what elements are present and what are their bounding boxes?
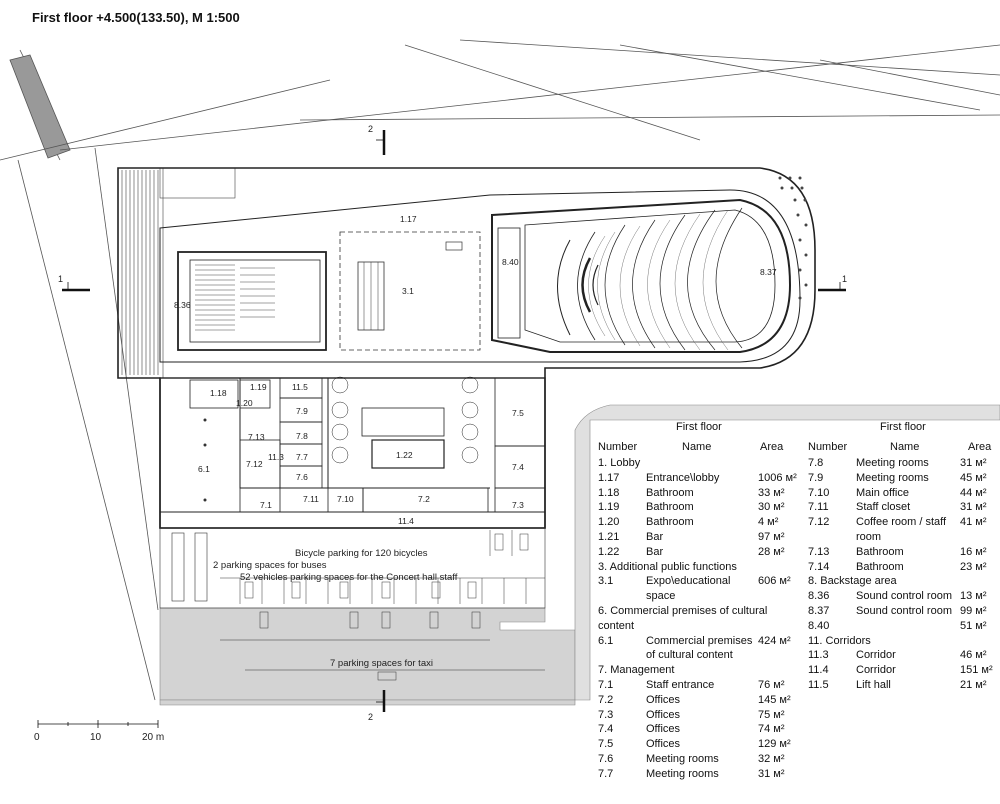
room-7-11: 7.11 xyxy=(303,494,319,504)
room-name xyxy=(856,619,960,634)
room-number: 3.1 xyxy=(598,575,614,588)
room-name: Meeting rooms xyxy=(856,457,929,469)
room-name: Offices xyxy=(646,693,681,706)
room-name: Bathroom xyxy=(646,486,694,499)
room-area: 145 м² xyxy=(758,693,791,706)
room-area: 129 м² xyxy=(758,738,791,751)
room-number: 7.1 xyxy=(598,678,614,691)
room-1-17: 1.17 xyxy=(400,214,417,224)
room-number: 8.36 xyxy=(808,590,830,603)
room-area: 33 м² xyxy=(758,486,785,499)
scale-label-20: 20 m xyxy=(142,732,165,743)
room-area: 41 м² xyxy=(960,516,987,529)
room-7-6: 7.6 xyxy=(296,472,308,482)
room-number: 8.37 xyxy=(808,604,830,617)
room-name: Bathroom xyxy=(856,545,904,558)
room-name: Bathroom xyxy=(646,501,694,514)
room-name: Corridor xyxy=(856,664,896,677)
label-bicycle-parking: Bicycle parking for 120 bicycles xyxy=(295,548,428,559)
room-area: 31 м² xyxy=(758,767,785,780)
room-3-1: 3.1 xyxy=(402,286,414,296)
room-number: 7.7 xyxy=(598,767,614,780)
section-2-top: 2 xyxy=(368,124,374,134)
table-row xyxy=(808,663,1000,678)
room-name: Commercial premises of cultural content xyxy=(646,634,753,662)
room-name: Meeting rooms xyxy=(646,752,719,765)
room-7-12: 7.12 xyxy=(246,459,263,469)
table-row xyxy=(808,560,1000,575)
table-row xyxy=(598,767,798,782)
room-number: 8. Backstage area xyxy=(808,575,897,588)
column-header-area: Area xyxy=(968,441,992,453)
table-row xyxy=(808,619,1000,634)
room-1-18: 1.18 xyxy=(210,388,227,398)
room-number: 11.4 xyxy=(808,664,829,677)
table-row xyxy=(598,693,798,708)
room-name: Main office xyxy=(856,486,909,499)
room-area: 1006 м² xyxy=(758,471,797,484)
room-name: Bathroom xyxy=(646,516,694,529)
room-11-5: 11.5 xyxy=(292,382,308,392)
table-rows xyxy=(598,456,798,782)
room-number: 1.17 xyxy=(598,471,620,484)
scale-bar xyxy=(38,720,158,728)
table-row xyxy=(808,678,1000,693)
room-number: 1.18 xyxy=(598,486,620,499)
room-area: 31 м² xyxy=(960,501,987,514)
room-area: 424 м² xyxy=(758,634,791,647)
table-row xyxy=(808,515,1000,545)
room-name: Sound control room xyxy=(856,604,952,617)
room-area: 74 м² xyxy=(758,723,785,736)
room-name: Expo\educational space xyxy=(646,575,731,603)
section-1-right: 1 xyxy=(842,274,848,284)
room-number: 7.12 xyxy=(808,516,830,529)
table-row xyxy=(598,530,798,545)
room-7-8: 7.8 xyxy=(296,431,308,441)
table-section-heading xyxy=(808,634,1000,649)
room-number: 8.40 xyxy=(808,619,830,632)
room-number: 7.13 xyxy=(808,545,830,558)
room-8-40: 8.40 xyxy=(502,257,519,267)
room-name: Coffee room / staff room xyxy=(856,516,947,543)
concert-hall xyxy=(492,200,790,352)
room-area: 76 м² xyxy=(758,678,785,691)
room-name: Staff entrance xyxy=(646,678,715,691)
room-area: 75 м² xyxy=(758,708,785,721)
room-1-20: 1.20 xyxy=(236,398,253,408)
table-caption: First floor xyxy=(676,421,722,433)
room-7-2: 7.2 xyxy=(418,494,430,504)
table-row xyxy=(808,589,1000,604)
room-7-1: 7.1 xyxy=(260,500,272,510)
room-area: 45 м² xyxy=(960,471,987,484)
column-header-area: Area xyxy=(760,441,784,453)
table-row xyxy=(598,574,798,604)
room-7-13: 7.13 xyxy=(248,432,265,442)
room-7-7: 7.7 xyxy=(296,452,308,462)
room-number: 7.10 xyxy=(808,486,830,499)
room-number: 7. Management xyxy=(598,664,675,677)
room-area: 31 м² xyxy=(960,457,987,469)
section-2-bottom: 2 xyxy=(368,712,374,722)
table-rows xyxy=(808,456,1000,693)
room-name: Offices xyxy=(646,738,681,751)
room-name: Sound control room xyxy=(856,590,952,603)
room-area: 46 м² xyxy=(960,649,987,662)
room-area: 21 м² xyxy=(960,678,987,691)
room-area: 151 м² xyxy=(960,664,993,677)
room-name: Meeting rooms xyxy=(646,767,719,780)
area-table-left xyxy=(598,420,798,804)
office-block xyxy=(160,377,545,528)
room-name: Bathroom xyxy=(856,560,904,573)
room-name: Offices xyxy=(646,708,681,721)
label-taxi-parking: 7 parking spaces for taxi xyxy=(330,658,433,669)
table-section-heading xyxy=(598,560,798,575)
room-number: 11.5 xyxy=(808,678,829,691)
room-number: 7.8 xyxy=(808,457,824,469)
room-number: 7.4 xyxy=(598,723,614,736)
room-number: 7.5 xyxy=(598,738,614,751)
table-row xyxy=(598,722,798,737)
room-number: 1.20 xyxy=(598,516,620,529)
room-number: 6.1 xyxy=(598,634,614,647)
room-1-22: 1.22 xyxy=(396,450,413,460)
table-row xyxy=(598,634,798,664)
room-name: Offices xyxy=(646,723,681,736)
room-7-5: 7.5 xyxy=(512,408,524,418)
scale-label-0: 0 xyxy=(34,732,40,743)
room-1-19: 1.19 xyxy=(250,382,267,392)
table-section-heading xyxy=(808,574,1000,589)
room-name: Staff closet xyxy=(856,501,911,514)
table-row xyxy=(808,500,1000,515)
entrance-stairs xyxy=(118,168,235,378)
table-section-heading xyxy=(598,663,798,678)
room-area: 16 м² xyxy=(960,545,987,558)
room-8-36: 8.36 xyxy=(174,300,191,310)
room-name: Corridor xyxy=(856,649,896,662)
table-row xyxy=(598,515,798,530)
table-row xyxy=(598,500,798,515)
room-name: Lift hall xyxy=(856,678,891,691)
room-area: 30 м² xyxy=(758,501,785,514)
room-area: 44 м² xyxy=(960,486,987,499)
room-11-4: 11.4 xyxy=(398,516,414,526)
room-number: 1. Lobby xyxy=(598,457,641,469)
room-number: 1.21 xyxy=(598,530,620,543)
room-number: 7.2 xyxy=(598,693,614,706)
label-bus-parking: 2 parking spaces for buses xyxy=(213,560,327,571)
room-number: 1.19 xyxy=(598,501,620,514)
room-number: 7.14 xyxy=(808,560,830,573)
table-row xyxy=(808,471,1000,486)
table-section-heading xyxy=(598,456,798,471)
scale-label-10: 10 xyxy=(90,732,102,743)
room-number: 7.9 xyxy=(808,471,824,484)
table-row xyxy=(808,604,1000,619)
table-row xyxy=(808,545,1000,560)
table-caption: First floor xyxy=(880,421,926,433)
column-header-number: Number xyxy=(808,441,848,453)
room-name: Bar xyxy=(646,530,664,543)
room-area: 51 м² xyxy=(960,619,987,632)
room-number: 3. Additional public functions xyxy=(598,560,737,573)
table-row xyxy=(598,545,798,560)
room-area: 97 м² xyxy=(758,530,785,543)
table-row xyxy=(598,486,798,501)
area-table-right xyxy=(808,420,1000,720)
room-area: 13 м² xyxy=(960,590,987,603)
small-hall xyxy=(178,252,326,350)
table-row xyxy=(808,648,1000,663)
table-section-heading xyxy=(598,604,798,634)
table-row xyxy=(598,471,798,486)
table-row xyxy=(598,737,798,752)
room-7-4: 7.4 xyxy=(512,462,524,472)
room-number: 11.3 xyxy=(808,649,829,662)
room-7-10: 7.10 xyxy=(337,494,354,504)
room-number: 7.3 xyxy=(598,708,614,721)
room-number: 6. Commercial premises of cultural content xyxy=(598,604,768,632)
room-area: 28 м² xyxy=(758,545,785,558)
room-7-3: 7.3 xyxy=(512,500,524,510)
room-number: 7.6 xyxy=(598,752,614,765)
room-11-3: 11.3 xyxy=(268,452,284,462)
section-1-left: 1 xyxy=(58,274,64,284)
room-7-9: 7.9 xyxy=(296,406,308,416)
label-staff-parking: 52 vehicles parking spaces for the Concert hall staff xyxy=(240,572,458,583)
room-area: 32 м² xyxy=(758,752,785,765)
drawing-title: First floor +4.500(133.50), M 1:500 xyxy=(32,10,240,25)
table-row xyxy=(598,708,798,723)
room-8-37: 8.37 xyxy=(760,267,777,277)
room-number: 7.11 xyxy=(808,501,829,514)
column-header-name: Name xyxy=(682,441,712,453)
table-row xyxy=(808,456,1000,471)
room-name: Meeting rooms xyxy=(856,471,929,484)
room-area: 23 м² xyxy=(960,560,987,573)
room-6-1: 6.1 xyxy=(198,464,210,474)
column-header-name: Name xyxy=(890,441,920,453)
table-row xyxy=(598,752,798,767)
room-area: 606 м² xyxy=(758,575,791,588)
table-row xyxy=(598,678,798,693)
room-name: Bar xyxy=(646,545,664,558)
room-number: 11. Corridors xyxy=(808,634,871,647)
room-area: 99 м² xyxy=(960,604,987,617)
column-header-number: Number xyxy=(598,441,638,453)
room-area: 4 м² xyxy=(758,516,779,529)
room-number: 1.22 xyxy=(598,545,620,558)
room-name: Entrance\lobby xyxy=(646,471,720,484)
table-row xyxy=(808,486,1000,501)
